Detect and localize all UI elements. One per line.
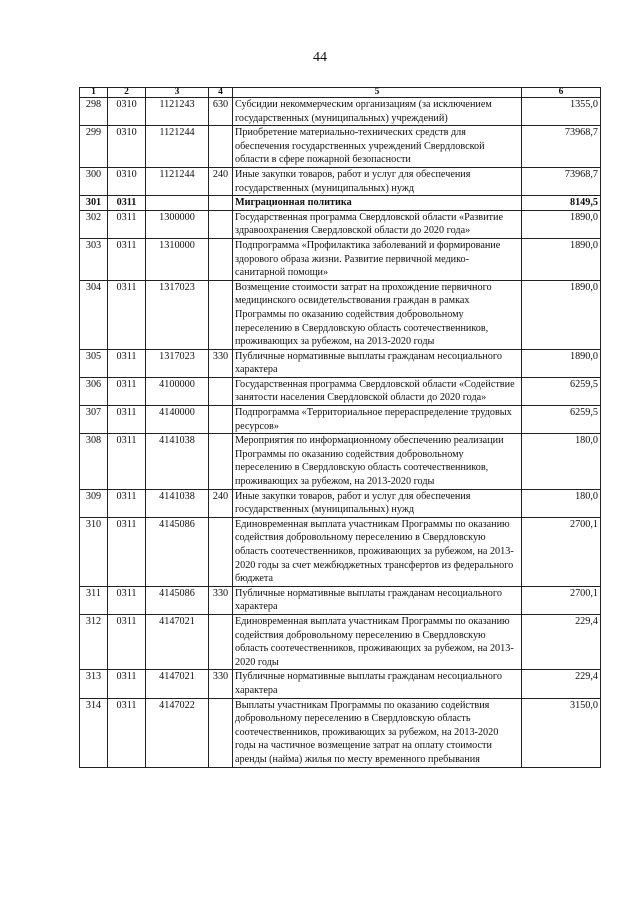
target-code: 4147021 <box>146 670 209 698</box>
table-row <box>80 698 601 767</box>
expense-type: 630 <box>209 98 233 126</box>
amount: 229,4 <box>522 614 601 669</box>
row-number: 305 <box>80 349 108 377</box>
section-code: 0311 <box>108 670 146 698</box>
table-row <box>80 517 601 586</box>
amount: 1890,0 <box>522 238 601 280</box>
expense-type <box>209 280 233 349</box>
row-number: 308 <box>80 434 108 489</box>
section-code: 0311 <box>108 210 146 238</box>
row-number: 309 <box>80 489 108 517</box>
table-row <box>80 210 601 238</box>
table-row <box>80 406 601 434</box>
item-name: Публичные нормативные выплаты гражданам несоциального характера <box>233 586 522 614</box>
table-row <box>80 586 601 614</box>
amount: 1890,0 <box>522 349 601 377</box>
section-code: 0311 <box>108 238 146 280</box>
row-number: 310 <box>80 517 108 586</box>
row-number: 313 <box>80 670 108 698</box>
item-name: Субсидии некоммерческим организациям (за исключением государственных (муниципальных) учреждений) <box>233 98 522 126</box>
column-header: 1 <box>80 88 108 98</box>
amount: 1890,0 <box>522 280 601 349</box>
target-code: 4141038 <box>146 489 209 517</box>
row-number: 311 <box>80 586 108 614</box>
target-code: 1121243 <box>146 98 209 126</box>
column-header: 5 <box>233 88 522 98</box>
item-name: Мероприятия по информационному обеспечению реализации Программы по оказанию содействия добровольному переселению в Свердловскую область соотечественников, проживающих за рубежом, на 2013-2020 годы <box>233 434 522 489</box>
row-number: 314 <box>80 698 108 767</box>
column-header: 2 <box>108 88 146 98</box>
item-name: Выплаты участникам Программы по оказанию содействия добровольному переселению в Свердловскую область соотечественников, проживающих за рубежом, на 2013-2020 годы на частичное возмещение затрат на оплату стоимости аренды (найма) жилья по месту временного пребывания <box>233 698 522 767</box>
item-name: Подпрограмма «Профилактика заболеваний и формирование здорового образа жизни. Развитие первичной медико-санитарной помощи» <box>233 238 522 280</box>
table-row <box>80 349 601 377</box>
item-name: Приобретение материально-технических средств для обеспечения государственных учреждений Свердловской области в сфере пожарной безопасности <box>233 126 522 168</box>
table-row <box>80 98 601 126</box>
target-code: 1300000 <box>146 210 209 238</box>
expense-type: 240 <box>209 167 233 195</box>
amount: 180,0 <box>522 489 601 517</box>
row-number: 300 <box>80 167 108 195</box>
section-code: 0310 <box>108 98 146 126</box>
expense-type <box>209 196 233 211</box>
target-code: 4145086 <box>146 586 209 614</box>
item-name: Государственная программа Свердловской области «Развитие здравоохранения Свердловской области до 2020 года» <box>233 210 522 238</box>
section-code: 0310 <box>108 126 146 168</box>
item-name: Миграционная политика <box>233 196 522 211</box>
item-name: Государственная программа Свердловской области «Содействие занятости населения Свердловской области до 2020 года» <box>233 377 522 405</box>
amount: 8149,5 <box>522 196 601 211</box>
section-code: 0311 <box>108 406 146 434</box>
target-code: 1121244 <box>146 126 209 168</box>
table-row <box>80 280 601 349</box>
column-header: 6 <box>522 88 601 98</box>
table-row <box>80 614 601 669</box>
amount: 2700,1 <box>522 586 601 614</box>
table-row <box>80 434 601 489</box>
item-name: Единовременная выплата участникам Программы по оказанию содействия добровольному переселению в Свердловскую область соотечественников, проживающих за рубежом, на 2013-2020 годы <box>233 614 522 669</box>
target-code: 1317023 <box>146 349 209 377</box>
expense-type <box>209 406 233 434</box>
table-row <box>80 196 601 211</box>
table-row <box>80 238 601 280</box>
expense-type: 240 <box>209 489 233 517</box>
amount: 3150,0 <box>522 698 601 767</box>
expense-type <box>209 238 233 280</box>
expense-type <box>209 210 233 238</box>
target-code: 4147022 <box>146 698 209 767</box>
item-name: Публичные нормативные выплаты гражданам несоциального характера <box>233 670 522 698</box>
section-code: 0311 <box>108 280 146 349</box>
section-code: 0311 <box>108 586 146 614</box>
amount: 1890,0 <box>522 210 601 238</box>
row-number: 298 <box>80 98 108 126</box>
expense-type <box>209 126 233 168</box>
row-number: 306 <box>80 377 108 405</box>
section-code: 0311 <box>108 614 146 669</box>
target-code <box>146 196 209 211</box>
target-code: 1317023 <box>146 280 209 349</box>
section-code: 0311 <box>108 377 146 405</box>
expense-type <box>209 614 233 669</box>
section-code: 0311 <box>108 698 146 767</box>
item-name: Подпрограмма «Территориальное перераспределение трудовых ресурсов» <box>233 406 522 434</box>
budget-table <box>79 87 601 768</box>
page-number: 44 <box>313 50 327 65</box>
amount: 6259,5 <box>522 377 601 405</box>
target-code: 4141038 <box>146 434 209 489</box>
target-code: 4147021 <box>146 614 209 669</box>
table-row <box>80 377 601 405</box>
table-row <box>80 167 601 195</box>
table-row <box>80 489 601 517</box>
row-number: 299 <box>80 126 108 168</box>
target-code: 1121244 <box>146 167 209 195</box>
expense-type: 330 <box>209 349 233 377</box>
section-code: 0310 <box>108 167 146 195</box>
amount: 1355,0 <box>522 98 601 126</box>
item-name: Иные закупки товаров, работ и услуг для обеспечения государственных (муниципальных) нужд <box>233 489 522 517</box>
target-code: 4145086 <box>146 517 209 586</box>
expense-type <box>209 517 233 586</box>
expense-type <box>209 434 233 489</box>
expense-type: 330 <box>209 586 233 614</box>
expense-type: 330 <box>209 670 233 698</box>
amount: 73968,7 <box>522 167 601 195</box>
amount: 180,0 <box>522 434 601 489</box>
row-number: 301 <box>80 196 108 211</box>
row-number: 312 <box>80 614 108 669</box>
section-code: 0311 <box>108 489 146 517</box>
target-code: 4140000 <box>146 406 209 434</box>
item-name: Единовременная выплата участникам Программы по оказанию содействия добровольному переселению в Свердловскую область соотечественников, проживающих за рубежом, на 2013-2020 годы за счет межбюджетных трансфертов из федерального бюджета <box>233 517 522 586</box>
table-row <box>80 126 601 168</box>
row-number: 304 <box>80 280 108 349</box>
target-code: 1310000 <box>146 238 209 280</box>
section-code: 0311 <box>108 517 146 586</box>
section-code: 0311 <box>108 349 146 377</box>
row-number: 307 <box>80 406 108 434</box>
column-header: 4 <box>209 88 233 98</box>
amount: 2700,1 <box>522 517 601 586</box>
amount: 229,4 <box>522 670 601 698</box>
item-name: Возмещение стоимости затрат на прохождение первичного медицинского освидетельствования граждан в рамках Программы по оказанию содействия добровольному переселению в Свердловскую область соотечественников, проживающих за рубежом, на 2013-2020 годы <box>233 280 522 349</box>
expense-type <box>209 377 233 405</box>
expense-type <box>209 698 233 767</box>
item-name: Публичные нормативные выплаты гражданам несоциального характера <box>233 349 522 377</box>
table-row <box>80 670 601 698</box>
column-header: 3 <box>146 88 209 98</box>
row-number: 302 <box>80 210 108 238</box>
amount: 73968,7 <box>522 126 601 168</box>
target-code: 4100000 <box>146 377 209 405</box>
row-number: 303 <box>80 238 108 280</box>
amount: 6259,5 <box>522 406 601 434</box>
item-name: Иные закупки товаров, работ и услуг для обеспечения государственных (муниципальных) нужд <box>233 167 522 195</box>
section-code: 0311 <box>108 434 146 489</box>
section-code: 0311 <box>108 196 146 211</box>
table-header-row <box>80 88 601 98</box>
